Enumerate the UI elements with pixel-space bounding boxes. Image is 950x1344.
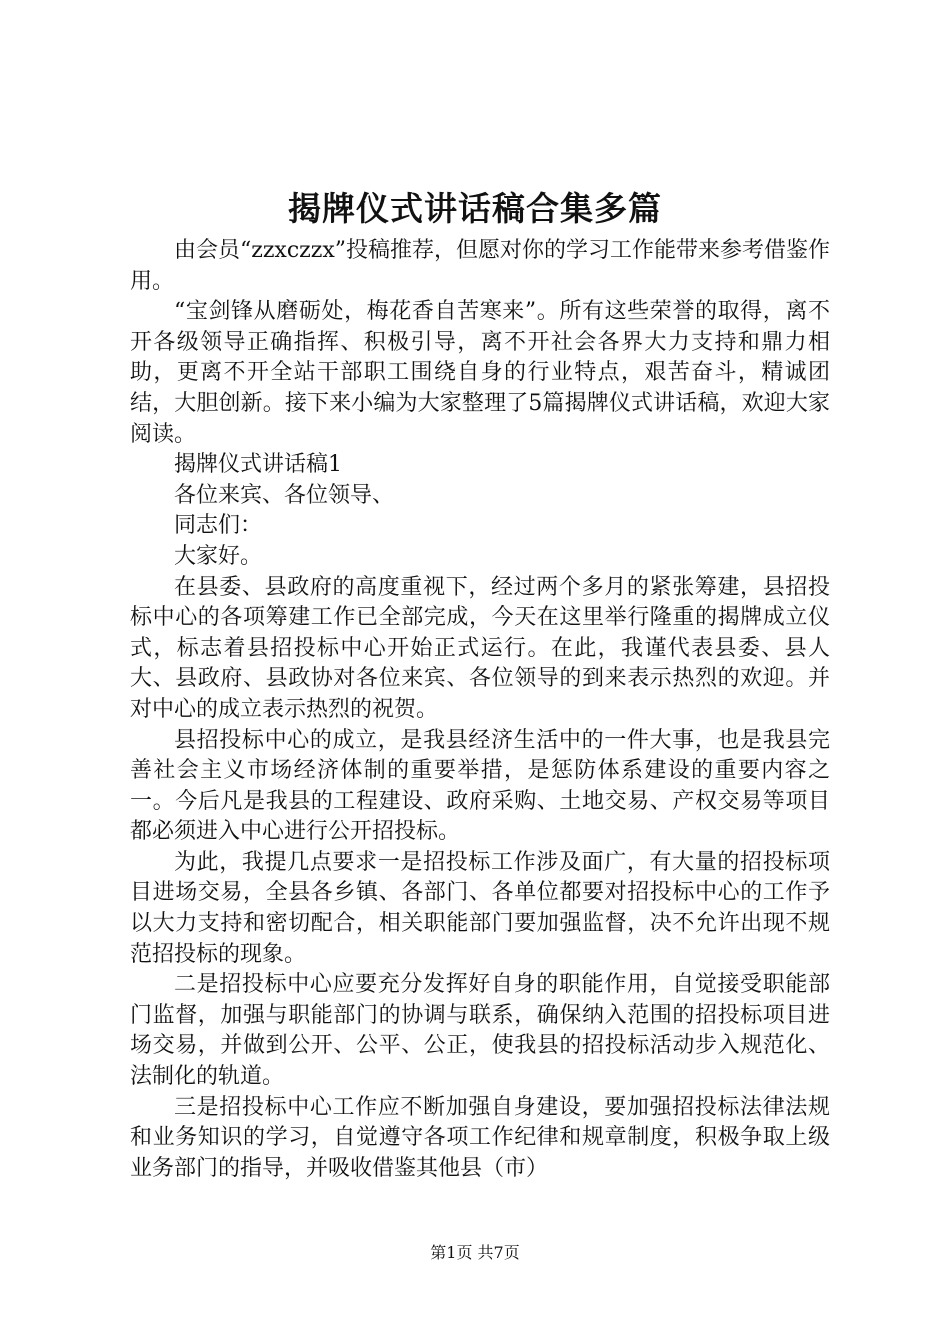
paragraph: 县招投标中心的成立，是我县经济生活中的一件大事，也是我县完善社会主义市场经济体制的重要举措，是惩防体系建设的重要内容之一。今后凡是我县的工程建设、政府采购、土地交易、产权交易等项目都必须进入中心进行公开招投标。 <box>130 727 830 845</box>
paragraph: 在县委、县政府的高度重视下，经过两个多月的紧张筹建，县招投标中心的各项筹建工作已全部完成，今天在这里举行隆重的揭牌成立仪式，标志着县招投标中心开始正式运行。在此，我谨代表县委、县人大、县政府、县政协对各位来宾、各位领导的到来表示热烈的欢迎。并对中心的成立表示热烈的祝贺。 <box>130 574 830 722</box>
paragraph: 同志们： <box>174 513 263 539</box>
document-body <box>130 236 830 1184</box>
paragraph: 三是招投标中心工作应不断加强自身建设，要加强招投标法律法规和业务知识的学习，自觉遵守各项工作纪律和规章制度，积极争取上级业务部门的指导，并吸收借鉴其他县（市） <box>130 1094 830 1181</box>
document-title: 揭牌仪式讲话稿合集多篇 <box>288 189 662 228</box>
paragraph: “宝剑锋从磨砺处，梅花香自苦寒来”。所有这些荣誉的取得，离不开各级领导正确指挥、积极引导，离不开社会各界大力支持和鼎力相助，更离不开全站干部职工围绕自身的行业特点，艰苦奋斗，精诚团结，大胆创新。接下来小编为大家整理了5篇揭牌仪式讲话稿，欢迎大家阅读。 <box>130 299 830 447</box>
paragraph: 各位来宾、各位领导、 <box>174 482 395 508</box>
paragraph: 由会员“zzxczzx”投稿推荐，但愿对你的学习工作能带来参考借鉴作用。 <box>130 238 830 294</box>
page-footer: 第1页 共7页 <box>430 1243 520 1262</box>
paragraph: 揭牌仪式讲话稿1 <box>174 452 342 478</box>
paragraph: 二是招投标中心应要充分发挥好自身的职能作用，自觉接受职能部门监督，加强与职能部门的协调与联系，确保纳入范围的招投标项目进场交易，并做到公开、公平、公正，使我县的招投标活动步入规范化、法制化的轨道。 <box>130 972 830 1090</box>
paragraph: 大家好。 <box>174 543 263 569</box>
paragraph: 为此，我提几点要求一是招投标工作涉及面广，有大量的招投标项目进场交易，全县各乡镇、各部门、各单位都要对招投标中心的工作予以大力支持和密切配合，相关职能部门要加强监督，决不允许出现不规范招投标的现象。 <box>130 849 830 967</box>
